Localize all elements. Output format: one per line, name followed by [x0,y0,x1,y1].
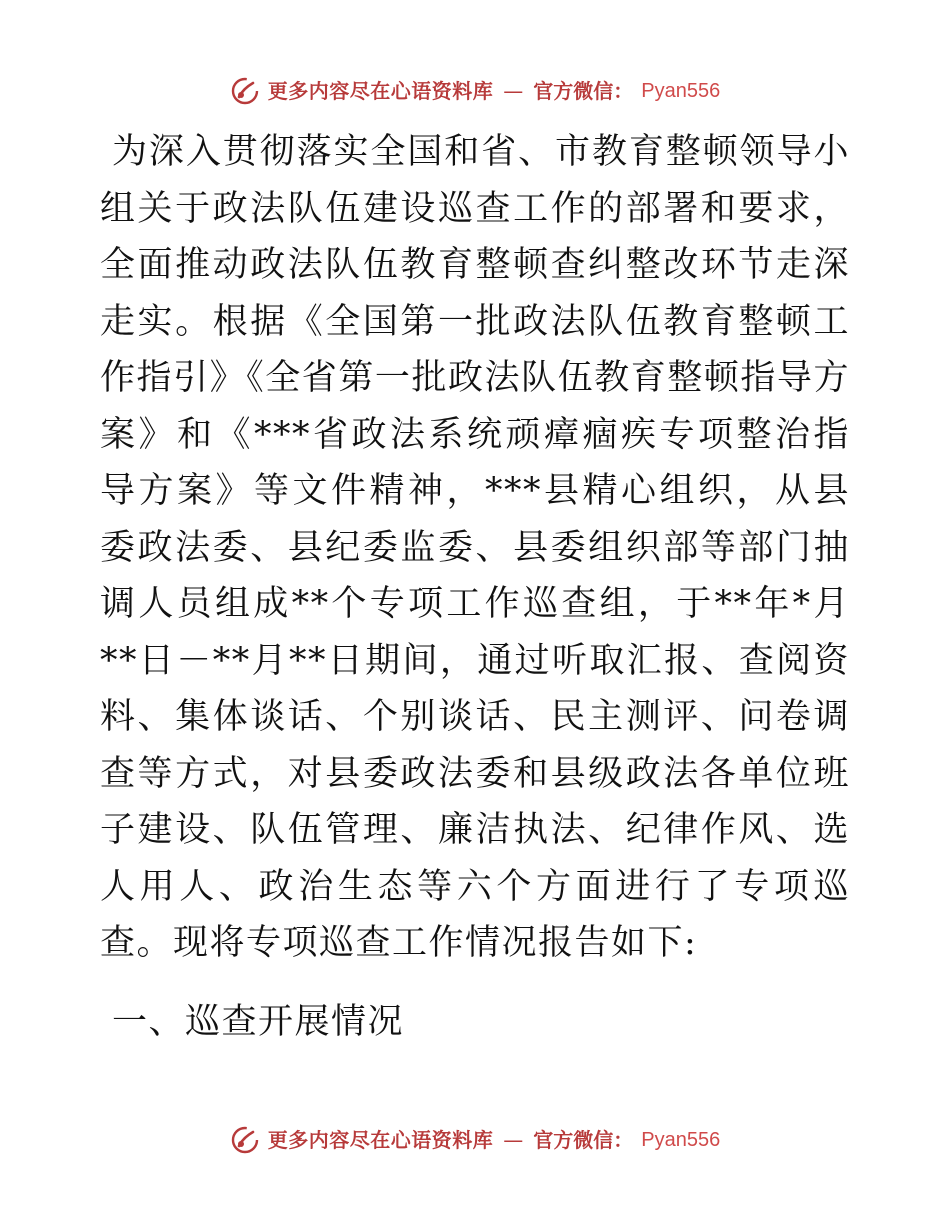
banner-separator: — [503,1128,524,1152]
official-wechat-label: 官方微信： [533,79,634,103]
intro-paragraph: 为深入贯彻落实全国和省、市教育整顿领导小组关于政法队伍建设巡查工作的部署和要求，全面推动政法队伍教育整顿查纠整改环节走深走实。根据《全国第一批政法队伍教育整顿工作指引》《全省第一批政法队伍教育整顿指导方案》和《***省政法系统顽瘴痼疾专项整治指导方案》等文件精神，***县精心组织，从县委政法委、县纪委监委、县委组织部等部门抽调人员组成**个专项工作巡查组，于**年*月**日－**月**日期间，通过听取汇报、查阅资料、集体谈话、个别谈话、民主测评、问卷调查等方式，对县委政法委和县级政法各单位班子建设、队伍管理、廉洁执法、纪律作风、选人用人、政治生态等六个方面进行了专项巡查。现将专项巡查工作情况报告如下: [100,132,850,963]
document-body [100,124,850,1050]
brush-seal-icon [230,76,260,106]
footer-watermark-banner [0,1125,950,1155]
official-wechat-label: 官方微信： [533,1128,634,1152]
site-name: 更多内容尽在心语资料库 [267,1128,494,1152]
wechat-id: Pyan556 [641,1129,721,1151]
wechat-id: Pyan556 [641,80,721,102]
site-name: 更多内容尽在心语资料库 [267,79,494,103]
banner-separator: — [503,79,524,103]
brush-seal-icon [230,1125,260,1155]
section-heading: 一、巡查开展情况 [112,1001,405,1042]
header-watermark-banner [0,76,950,106]
